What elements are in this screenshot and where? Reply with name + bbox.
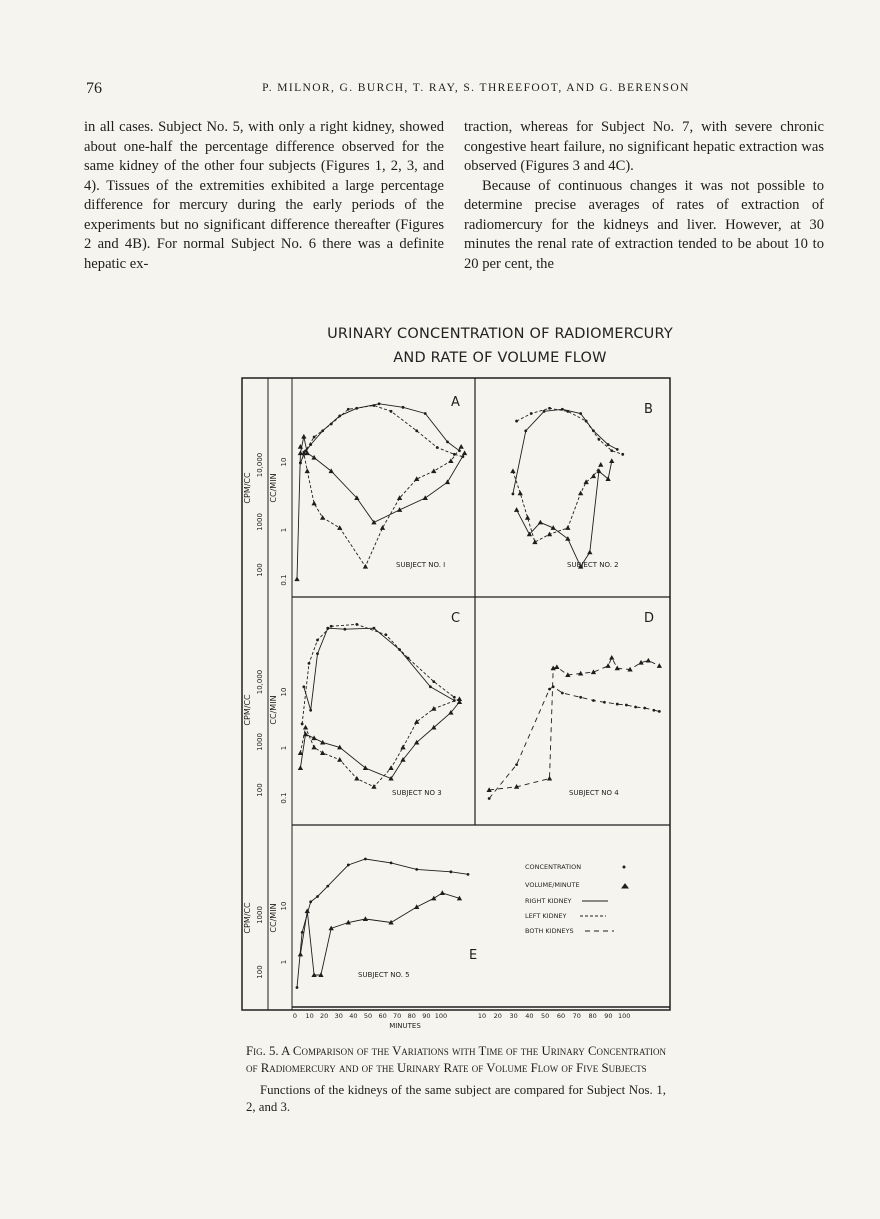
series-b-1	[515, 407, 624, 456]
data-point-volume	[551, 526, 555, 529]
data-point-volume	[458, 897, 462, 900]
data-point-volume	[415, 905, 419, 908]
data-point-concentration	[579, 412, 582, 415]
series-d-1	[487, 656, 661, 792]
data-point-concentration	[436, 446, 439, 449]
figure-title	[300, 322, 700, 370]
y-axis-label-cc: CC/MIN	[269, 473, 278, 503]
series-e-0	[296, 858, 470, 989]
panel-subject-label: SUBJECT NO 3	[392, 789, 442, 797]
data-point-volume	[312, 973, 316, 976]
y-tick-cpm: 100	[256, 563, 264, 577]
data-point-volume	[518, 492, 522, 495]
data-point-concentration	[625, 704, 628, 707]
data-point-concentration	[308, 662, 311, 665]
legend-volume-marker	[622, 884, 628, 888]
x-tick-label: 30	[334, 1012, 343, 1020]
data-point-concentration	[415, 429, 418, 432]
y-tick-cpm: 10,000	[256, 452, 264, 478]
series-line	[302, 624, 454, 724]
body-column-left	[84, 118, 444, 274]
data-point-volume	[398, 508, 402, 511]
panel-letter: D	[644, 611, 655, 626]
paragraph-right-1: traction, whereas for Subject No. 7, with severe chronic congestive heart failure, no significant hepatic extraction was observed (Figures 3 and 4C).	[464, 119, 824, 174]
x-axis-ticks	[293, 1012, 630, 1020]
data-point-volume	[299, 953, 303, 956]
data-point-volume	[606, 664, 610, 667]
panel-subject-label: SUBJECT NO. I	[396, 561, 446, 569]
data-point-concentration	[373, 404, 376, 407]
data-point-concentration	[643, 707, 646, 710]
data-point-volume	[312, 746, 316, 749]
figure-title-line-2: AND RATE OF VOLUME FLOW	[393, 350, 607, 366]
data-point-concentration	[607, 443, 610, 446]
x-tick-label: 40	[525, 1012, 534, 1020]
x-tick-label: 90	[604, 1012, 613, 1020]
data-point-volume	[432, 707, 436, 710]
data-point-concentration	[390, 861, 393, 864]
x-tick-label: 80	[407, 1012, 416, 1020]
data-point-volume	[321, 741, 325, 744]
y-tick-cc: 10	[280, 901, 288, 911]
panel-subject-label: SUBJECT NO 4	[569, 789, 619, 797]
data-point-volume	[401, 746, 405, 749]
y-tick-cc: 0.1	[280, 792, 288, 804]
data-point-concentration	[515, 763, 518, 766]
x-axis-label: MINUTES	[389, 1022, 421, 1030]
data-point-concentration	[592, 699, 595, 702]
data-point-volume	[449, 459, 453, 462]
data-point-concentration	[658, 710, 661, 713]
data-point-concentration	[598, 438, 601, 441]
x-tick-label: 40	[349, 1012, 358, 1020]
data-point-concentration	[543, 410, 546, 413]
data-point-concentration	[316, 652, 319, 655]
data-point-volume	[458, 697, 462, 700]
data-point-concentration	[347, 408, 350, 411]
x-tick-label: 20	[320, 1012, 329, 1020]
y-axis-label-cpm: CPM/CC	[243, 902, 252, 934]
data-point-concentration	[585, 420, 588, 423]
data-point-volume	[526, 516, 530, 519]
caption-heading: Fig. 5. A Comparison of the Variations with Time of the Urinary Concentration of Radiomercury and of the Urinary Rate of Volume Flow of Five Subjects	[246, 1044, 666, 1075]
data-point-volume	[463, 451, 467, 454]
data-point-volume	[610, 656, 614, 659]
data-point-volume	[299, 751, 303, 754]
data-point-volume	[599, 463, 603, 466]
data-point-concentration	[579, 696, 582, 699]
series-d-0	[488, 685, 661, 800]
data-point-concentration	[616, 448, 619, 451]
legend-both-kidneys: BOTH KIDNEYS	[525, 927, 574, 935]
data-point-volume	[338, 758, 342, 761]
data-point-volume	[555, 665, 559, 668]
running-head	[80, 80, 832, 102]
series-line	[300, 447, 461, 567]
y-tick-cpm: 1000	[256, 733, 264, 751]
x-tick-label: 50	[363, 1012, 373, 1020]
data-point-concentration	[566, 410, 569, 413]
data-point-volume	[329, 927, 333, 930]
data-point-concentration	[385, 633, 388, 636]
data-point-concentration	[512, 493, 515, 496]
data-point-concentration	[488, 797, 491, 800]
data-point-volume	[548, 777, 552, 780]
legend-left-kidney: LEFT KIDNEY	[525, 912, 567, 920]
series-line	[300, 702, 459, 779]
data-point-concentration	[515, 420, 518, 423]
data-point-concentration	[429, 685, 432, 688]
x-tick-label: 50	[541, 1012, 550, 1020]
data-point-volume	[441, 891, 445, 894]
data-point-concentration	[301, 931, 304, 934]
panel-letter: C	[451, 611, 461, 626]
panel-letter: B	[644, 402, 653, 417]
panel-c	[299, 611, 462, 797]
data-point-volume	[312, 736, 316, 739]
x-tick-label: 30	[509, 1012, 518, 1020]
data-point-concentration	[610, 449, 613, 452]
data-point-concentration	[301, 723, 304, 726]
series-line	[300, 893, 459, 975]
data-point-concentration	[561, 692, 564, 695]
panel-subject-label: SUBJECT NO. 5	[358, 971, 410, 979]
series-line	[297, 437, 465, 579]
x-tick-label: 0	[292, 1012, 298, 1020]
data-point-volume	[299, 451, 303, 454]
data-point-concentration	[446, 440, 449, 443]
data-point-volume	[539, 521, 543, 524]
x-tick-label: 100	[434, 1012, 448, 1020]
data-point-concentration	[548, 688, 551, 691]
legend-concentration: CONCENTRATION	[525, 863, 582, 871]
figure-title-line-1: URINARY CONCENTRATION OF RADIOMERCURY	[327, 326, 673, 342]
data-point-concentration	[326, 885, 329, 888]
y-axis-label-cc: CC/MIN	[269, 695, 278, 725]
data-point-volume	[381, 526, 385, 529]
data-point-volume	[551, 667, 555, 670]
data-point-concentration	[302, 685, 305, 688]
paragraph-left: in all cases. Subject No. 5, with only a right kidney, showed about one-half the percentage difference observed for the same kidney of the other four subjects (Figures 1, 2, 3, and 4). Tissues of the extremities exhibited a large percentage difference for mercury during the early periods of the experiments but no significant difference thereafter (Figures 2 and 4B). For normal Subject No. 6 there was a definite hepatic ex-	[84, 119, 444, 272]
y-tick-cpm: 10,000	[256, 669, 264, 695]
series-line	[489, 687, 659, 799]
legend-concentration-marker	[623, 866, 626, 869]
data-point-volume	[355, 777, 359, 780]
series-line	[489, 658, 659, 790]
series-b-0	[512, 408, 619, 495]
series-a-2	[295, 435, 466, 581]
figure-5-chart	[230, 370, 680, 1035]
y-tick-cpm: 1000	[256, 513, 264, 531]
data-point-concentration	[347, 864, 350, 867]
x-tick-label: 70	[393, 1012, 402, 1020]
y-tick-cc: 10	[280, 457, 288, 467]
data-point-concentration	[316, 895, 319, 898]
x-tick-label: 60	[378, 1012, 387, 1020]
axis-labels	[243, 453, 288, 979]
data-point-volume	[305, 469, 309, 472]
data-point-concentration	[296, 986, 299, 989]
legend-volume: VOLUME/MINUTE	[525, 881, 580, 889]
data-point-concentration	[415, 868, 418, 871]
series-line	[517, 408, 623, 454]
data-point-volume	[364, 917, 368, 920]
data-point-concentration	[407, 657, 410, 660]
series-a-0	[299, 402, 461, 464]
x-tick-label: 10	[305, 1012, 314, 1020]
panel-a	[295, 395, 466, 581]
y-tick-cc: 1	[280, 745, 288, 751]
data-point-concentration	[330, 625, 333, 628]
data-point-volume	[610, 459, 614, 462]
data-point-concentration	[467, 873, 470, 876]
data-point-concentration	[548, 407, 551, 410]
data-point-volume	[295, 577, 299, 580]
series-line	[513, 409, 617, 494]
x-tick-label: 70	[572, 1012, 581, 1020]
data-point-concentration	[616, 703, 619, 706]
series-line	[517, 461, 612, 567]
series-line	[304, 628, 455, 710]
data-point-concentration	[634, 706, 637, 709]
y-axis-label-cpm: CPM/CC	[243, 694, 252, 726]
y-tick-cc: 0.1	[280, 574, 288, 586]
legend-right-kidney: RIGHT KIDNEY	[525, 897, 572, 905]
data-point-volume	[304, 726, 308, 729]
x-tick-label: 80	[588, 1012, 597, 1020]
x-tick-label: 100	[617, 1012, 631, 1020]
series-line	[300, 406, 463, 463]
x-tick-label: 60	[556, 1012, 566, 1020]
data-point-volume	[658, 664, 662, 667]
data-point-concentration	[390, 410, 393, 413]
data-point-volume	[511, 469, 515, 472]
data-point-volume	[579, 492, 583, 495]
data-point-volume	[639, 661, 643, 664]
data-point-volume	[566, 526, 570, 529]
series-a-1	[299, 404, 464, 464]
page-number: 76	[86, 80, 102, 97]
x-tick-label: 20	[493, 1012, 502, 1020]
y-axis-label-cc: CC/MIN	[269, 903, 278, 933]
x-tick-label: 10	[477, 1012, 487, 1020]
author-line: P. MILNOR, G. BURCH, T. RAY, S. THREEFOOT, AND G. BERENSON	[262, 82, 690, 94]
panel-b	[511, 402, 653, 569]
y-tick-cc: 1	[280, 527, 288, 533]
data-point-volume	[566, 673, 570, 676]
series-line	[300, 404, 459, 463]
data-point-concentration	[621, 453, 624, 456]
data-point-volume	[647, 659, 651, 662]
data-point-volume	[548, 533, 552, 536]
data-point-volume	[338, 526, 342, 529]
caption-note: Functions of the kidneys of the same subject are compared for Subject Nos. 1, 2, and 3.	[246, 1083, 666, 1114]
data-point-concentration	[424, 412, 427, 415]
data-point-volume	[487, 788, 491, 791]
series-a-3	[299, 445, 463, 568]
figure-caption	[246, 1043, 666, 1115]
data-point-concentration	[343, 628, 346, 631]
data-point-volume	[432, 469, 436, 472]
data-point-volume	[415, 477, 419, 480]
data-point-concentration	[330, 423, 333, 426]
data-point-concentration	[364, 858, 367, 861]
data-point-concentration	[530, 412, 533, 415]
data-point-concentration	[378, 402, 381, 405]
chart-panels	[295, 395, 661, 989]
data-point-volume	[592, 670, 596, 673]
data-point-volume	[515, 508, 519, 511]
series-e-1	[299, 891, 462, 976]
data-point-concentration	[309, 900, 312, 903]
data-point-volume	[515, 785, 519, 788]
body-column-right	[464, 118, 824, 274]
data-point-volume	[588, 551, 592, 554]
data-point-concentration	[316, 639, 319, 642]
data-point-volume	[312, 502, 316, 505]
data-point-concentration	[355, 623, 358, 626]
panel-e	[296, 858, 478, 989]
x-tick-label: 90	[422, 1012, 431, 1020]
data-point-concentration	[432, 680, 435, 683]
series-c-0	[302, 627, 455, 712]
data-point-volume	[459, 445, 463, 448]
y-tick-cc: 1	[280, 959, 288, 965]
data-point-volume	[347, 921, 351, 924]
data-point-volume	[302, 435, 306, 438]
panel-letter: A	[451, 395, 460, 410]
data-point-concentration	[450, 870, 453, 873]
data-point-concentration	[652, 709, 655, 712]
panel-subject-label: SUBJECT NO. 2	[567, 561, 619, 569]
data-point-concentration	[402, 406, 405, 409]
panel-letter: E	[469, 948, 478, 963]
data-point-concentration	[373, 627, 376, 630]
series-b-3	[511, 463, 602, 544]
data-point-volume	[319, 973, 323, 976]
panel-d	[487, 611, 661, 800]
y-axis-label-cpm: CPM/CC	[243, 472, 252, 504]
y-tick-cc: 10	[280, 687, 288, 697]
y-tick-cpm: 100	[256, 965, 264, 979]
data-point-concentration	[453, 696, 456, 699]
data-point-volume	[321, 516, 325, 519]
data-point-volume	[338, 746, 342, 749]
data-point-volume	[579, 672, 583, 675]
y-tick-cpm: 100	[256, 783, 264, 797]
data-point-concentration	[524, 429, 527, 432]
series-b-2	[515, 459, 614, 568]
data-point-concentration	[313, 436, 316, 439]
y-tick-cpm: 1000	[256, 906, 264, 924]
data-point-volume	[299, 766, 303, 769]
data-point-concentration	[309, 709, 312, 712]
data-point-volume	[615, 667, 619, 670]
paragraph-right-2: Because of continuous changes it was not possible to determine precise averages of rates of extraction of radiomercury for the kidneys and liver. However, at 30 minutes the renal rate of extraction tended to be about 10 to 20 per cent, the	[464, 177, 824, 272]
data-point-volume	[364, 565, 368, 568]
legend	[525, 863, 628, 935]
data-point-concentration	[603, 701, 606, 704]
series-c-2	[299, 700, 462, 780]
data-point-volume	[628, 668, 632, 671]
